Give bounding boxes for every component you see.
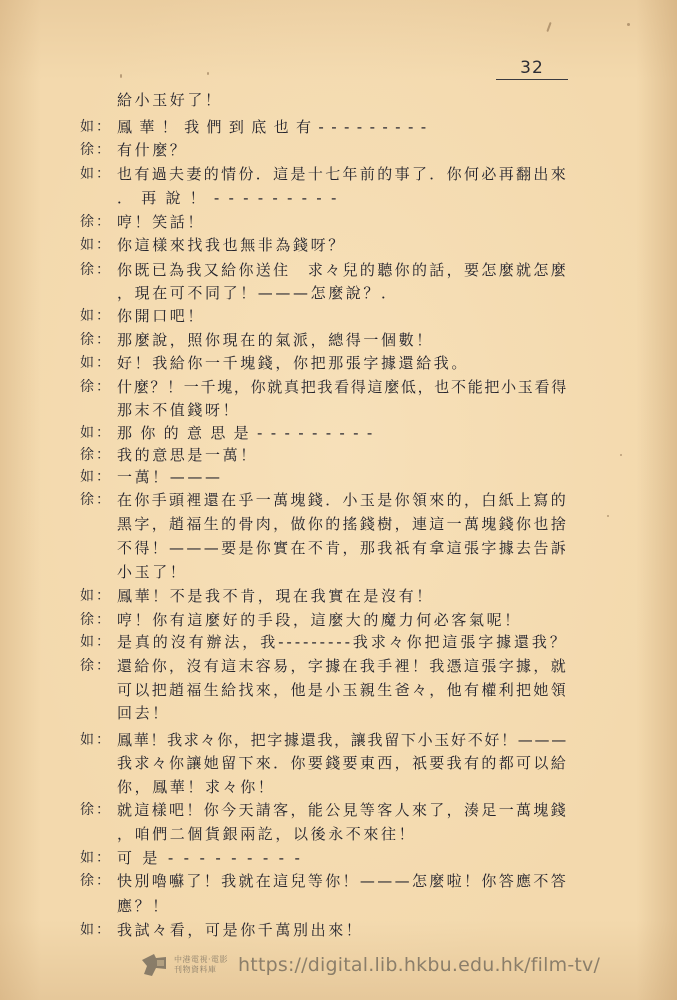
dialogue-text: 不得！———要是你實在不肯，那我祇有拿這張字據去告訴 (117, 539, 569, 557)
script-line (0, 163, 677, 185)
speaker-label: 徐： (80, 262, 112, 278)
dialogue-text: 我試々看，可是你千萬別出來！ (117, 921, 364, 939)
speaker-label: 徐： (80, 802, 112, 818)
dialogue-text: 你這樣來找我也無非為錢呀？ (117, 236, 346, 254)
speaker-label (80, 679, 114, 701)
speaker-label: 如： (80, 119, 112, 135)
speaker-label (80, 823, 114, 845)
speaker-label (80, 89, 114, 111)
script-line (0, 561, 677, 583)
dialogue-text: 還給你，沒有這末容易，字據在我手裡！我憑這張字據，就 (117, 657, 569, 675)
speaker-label (80, 561, 114, 583)
script-line (0, 282, 677, 304)
dialogue-text: 鳳華！不是我不肯，現在我實在是沒有！ (117, 587, 434, 605)
film-archive-logo-icon (140, 952, 168, 978)
speaker-label: 徐： (80, 658, 112, 674)
watermark (140, 950, 600, 980)
script-line (0, 679, 677, 701)
speaker-label: 徐： (80, 214, 112, 230)
page-number-underline (496, 79, 568, 80)
page-number: 32 (520, 58, 544, 78)
watermark-org-name (174, 955, 228, 975)
dialogue-text: 回去！ (117, 704, 170, 722)
dialogue-text: ．再說！--------- (117, 189, 346, 207)
script-line (0, 376, 677, 398)
dialogue-text: ，現在可不同了！———怎麼說？． (117, 284, 399, 302)
dialogue-text: ，咱們二個貨銀兩訖，以後永不來往！ (117, 825, 417, 843)
script-line (0, 89, 677, 111)
script-line (0, 729, 677, 751)
script-line (0, 305, 677, 327)
dialogue-text: 你既已為我又給你送住 求々兒的聽你的話，要怎麼就怎麼 (117, 261, 569, 279)
dialogue-text: 什麼？！一千塊，你就真把我看得這麼低，也不能把小玉看得 (117, 378, 568, 396)
script-line (0, 702, 677, 724)
script-line (0, 234, 677, 256)
script-line (0, 513, 677, 535)
script-line (0, 847, 677, 869)
watermark-org-line-2: 刊物資料庫 (174, 965, 217, 974)
dialogue-text: 應？！ (117, 897, 170, 915)
speaker-label: 如： (80, 425, 112, 441)
speaker-label: 徐： (80, 873, 112, 889)
dialogue-text: 哼！你有這麼好的手段，這麼大的魔力何必客氣呢！ (117, 611, 522, 629)
dialogue-text: 可以把趙福生給找來，他是小玉親生爸々，他有權利把她領 (117, 681, 569, 699)
dialogue-text: 你，鳳華！求々你！ (117, 778, 276, 796)
speaker-label: 如： (80, 308, 112, 324)
speaker-label (80, 537, 114, 559)
script-line (0, 609, 677, 631)
paper-speck (120, 74, 122, 78)
dialogue-text: 快別嚕囌了！我就在這兒等你！———怎麼啦！你答應不答 (117, 872, 569, 890)
script-line (0, 329, 677, 351)
speaker-label: 徐： (80, 612, 112, 628)
dialogue-text: 小玉了！ (117, 563, 188, 581)
dialogue-text: 那你的意思是--------- (117, 424, 381, 442)
speaker-label: 徐： (80, 447, 112, 463)
script-line (0, 919, 677, 941)
speaker-label: 如： (80, 634, 112, 650)
script-line (0, 211, 677, 233)
dialogue-text: 也有過夫妻的情份．這是十七年前的事了．你何必再翻出來 (117, 165, 569, 183)
script-line (0, 631, 677, 653)
script-line (0, 422, 677, 444)
speaker-label (80, 399, 114, 421)
script-line (0, 352, 677, 374)
speaker-label: 徐： (80, 379, 112, 395)
dialogue-text: 你開口吧！ (117, 307, 206, 325)
dialogue-text: 那麼說，照你現在的氣派，總得一個數！ (117, 331, 434, 349)
script-line (0, 444, 677, 466)
script-line (0, 799, 677, 821)
speaker-label (80, 282, 114, 304)
dialogue-text: 在你手頭裡還在乎一萬塊錢．小玉是你領來的，白紙上寫的 (117, 491, 569, 509)
script-line (0, 776, 677, 798)
script-line (0, 655, 677, 677)
dialogue-text: 我求々你讓她留下來．你要錢要東西，祇要我有的都可以給 (117, 754, 569, 772)
script-line (0, 489, 677, 511)
speaker-label: 徐： (80, 142, 112, 158)
script-line (0, 585, 677, 607)
script-line (0, 895, 677, 917)
dialogue-text: 有什麼？ (117, 141, 188, 159)
script-line (0, 187, 677, 209)
dialogue-text: 鳳華！我們到底也有--------- (117, 118, 434, 136)
dialogue-text: 可是--------- (117, 849, 311, 867)
dialogue-text: 一萬！——— (117, 468, 223, 486)
dialogue-text: 哼！笑話！ (117, 213, 206, 231)
script-line (0, 139, 677, 161)
script-line (0, 870, 677, 892)
script-line (0, 259, 677, 281)
speaker-label: 如： (80, 922, 112, 938)
paper-speck (207, 72, 209, 75)
speaker-label (80, 895, 114, 917)
watermark-url: https://digital.lib.hkbu.edu.hk/film-tv/ (238, 954, 601, 976)
script-line (0, 116, 677, 138)
speaker-label: 如： (80, 469, 112, 485)
speaker-label: 如： (80, 166, 112, 182)
speaker-label: 如： (80, 850, 112, 866)
paper-speck (546, 22, 551, 32)
script-line (0, 466, 677, 488)
script-line (0, 399, 677, 421)
dialogue-text: 給小玉好了！ (117, 91, 223, 109)
speaker-label: 如： (80, 588, 112, 604)
speaker-label: 徐： (80, 332, 112, 348)
watermark-org-line-1: 中港電視‧電影 (174, 955, 229, 964)
script-line (0, 752, 677, 774)
script-line (0, 537, 677, 559)
speaker-label: 如： (80, 355, 112, 371)
paper-speck (627, 23, 630, 26)
speaker-label (80, 187, 114, 209)
speaker-label (80, 513, 114, 535)
speaker-label: 如： (80, 732, 112, 748)
speaker-label (80, 752, 114, 774)
speaker-label: 如： (80, 237, 112, 253)
dialogue-text: 好！我給你一千塊錢，你把那張字據還給我。 (117, 354, 470, 372)
dialogue-text: 鳳華！我求々你，把字據還我，讓我留下小玉好不好！——— (117, 731, 568, 749)
dialogue-text: 我的意思是一萬！ (117, 446, 258, 464)
speaker-label (80, 702, 114, 724)
speaker-label: 徐： (80, 492, 112, 508)
dialogue-text: 就這樣吧！你今天請客，能公見等客人來了，湊足一萬塊錢 (117, 801, 569, 819)
dialogue-text: 是真的沒有辦法，我---------我求々你把這張字據還我？ (117, 633, 568, 651)
dialogue-text: 黑字，趙福生的骨肉，做你的搖錢樹，連這一萬塊錢你也捨 (117, 515, 569, 533)
dialogue-text: 那末不值錢呀！ (117, 401, 241, 419)
speaker-label (80, 776, 114, 798)
script-line (0, 823, 677, 845)
